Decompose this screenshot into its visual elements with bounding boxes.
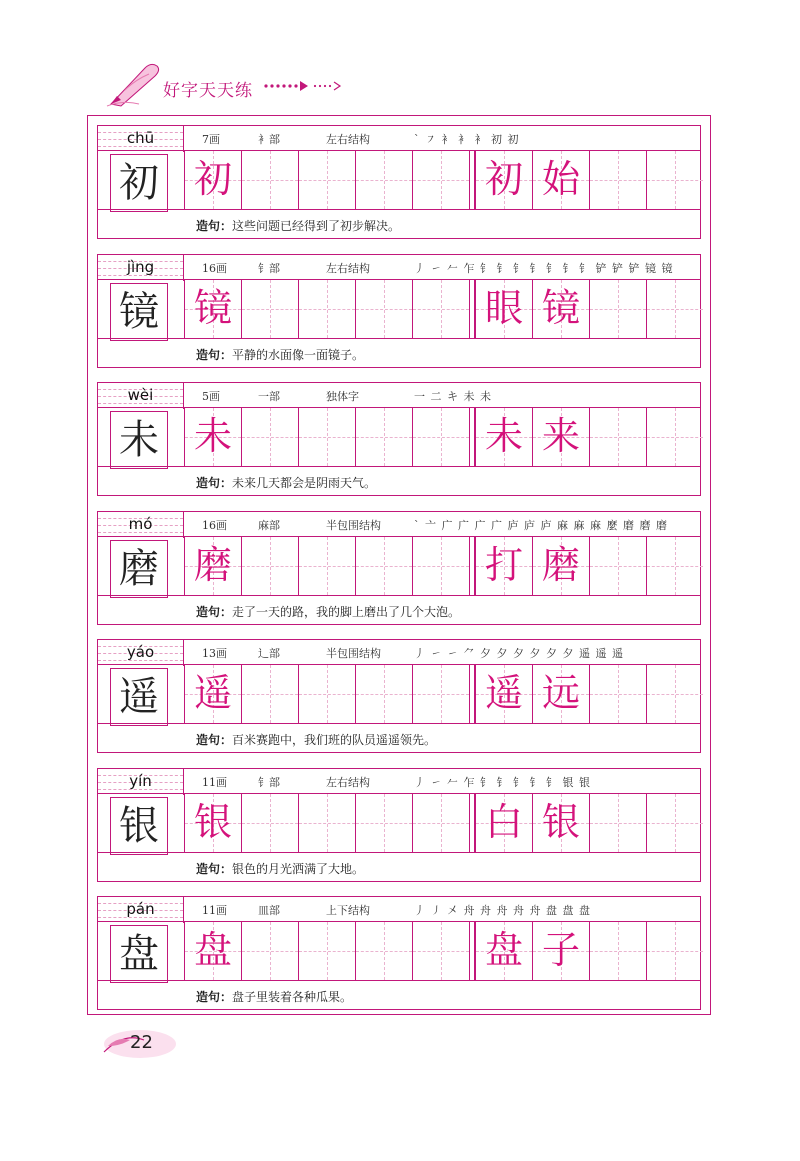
pinyin-cell — [98, 126, 184, 152]
practice-cell[interactable] — [532, 408, 589, 466]
practice-cell[interactable] — [184, 151, 241, 209]
example-sentence — [196, 988, 352, 1005]
practice-cell[interactable] — [184, 537, 241, 595]
practice-cell[interactable] — [532, 794, 589, 852]
practice-character: 打 — [484, 542, 523, 587]
practice-sheet — [87, 115, 711, 1015]
practice-cell[interactable] — [532, 280, 589, 338]
practice-cell[interactable] — [589, 922, 646, 980]
practice-grid — [184, 922, 702, 980]
practice-character: 遥 — [484, 671, 523, 715]
practice-cell[interactable] — [355, 537, 412, 595]
practice-character: 始 — [541, 157, 580, 201]
practice-cell[interactable] — [241, 537, 298, 595]
example-sentence — [196, 860, 364, 877]
practice-row — [97, 408, 701, 466]
practice-cell[interactable] — [184, 408, 241, 466]
practice-cell[interactable] — [646, 794, 703, 852]
model-character-box — [110, 797, 168, 855]
info-row — [97, 254, 701, 280]
practice-character: 遥 — [193, 671, 232, 715]
pinyin: mó — [128, 514, 153, 533]
practice-cell[interactable] — [355, 665, 412, 723]
practice-cell[interactable] — [475, 408, 532, 466]
practice-character: 银 — [193, 799, 232, 844]
model-character-box — [110, 540, 168, 598]
sentence-row — [97, 980, 701, 1010]
structure: 独体字 — [326, 390, 359, 403]
practice-cell[interactable] — [241, 280, 298, 338]
model-character: 磨 — [119, 545, 159, 592]
practice-cell[interactable] — [646, 922, 703, 980]
pinyin-cell — [98, 769, 184, 795]
practice-grid — [184, 151, 702, 209]
practice-cell[interactable] — [412, 922, 469, 980]
practice-character: 盘 — [193, 928, 232, 972]
character-block — [97, 254, 701, 368]
model-character-box — [110, 668, 168, 726]
practice-cell[interactable] — [298, 665, 355, 723]
practice-grid — [184, 537, 702, 595]
stroke-order: 一 二 キ 未 未 — [414, 390, 492, 403]
pinyin-cell — [98, 897, 184, 923]
practice-cell[interactable] — [355, 408, 412, 466]
info-row — [97, 511, 701, 537]
stroke-count: 16画 — [202, 261, 227, 275]
example-sentence — [196, 731, 436, 748]
radical: 一部 — [258, 390, 280, 403]
practice-cell[interactable] — [646, 280, 703, 338]
sentence-text: 百米赛跑中，我们班的队员遥遥领先。 — [232, 733, 437, 747]
sentence-label: 造句： — [196, 861, 233, 876]
practice-cell[interactable] — [241, 408, 298, 466]
practice-character: 远 — [541, 671, 580, 715]
practice-cell[interactable] — [184, 794, 241, 852]
practice-cell[interactable] — [646, 151, 703, 209]
sentence-label: 造句： — [196, 733, 233, 747]
stroke-order: ` ㇇ 衤 衤 衤 初 初 — [414, 133, 520, 146]
example-sentence — [196, 217, 400, 234]
practice-grid — [184, 280, 702, 338]
practice-cell[interactable] — [475, 537, 532, 595]
practice-cell[interactable] — [412, 408, 469, 466]
practice-cell[interactable] — [355, 922, 412, 980]
practice-character: 眼 — [484, 285, 523, 330]
practice-cell[interactable] — [589, 280, 646, 338]
pinyin-cell — [98, 640, 184, 666]
sentence-row — [97, 723, 701, 753]
practice-character: 初 — [484, 157, 523, 201]
pen-icon — [105, 60, 165, 108]
info-row — [97, 768, 701, 794]
practice-character: 子 — [541, 928, 580, 972]
stroke-order: 丿 ㇀ 𠂉 乍 钅 钅 钅 钅 钅 银 银 — [414, 775, 591, 789]
radical: 衤部 — [258, 133, 280, 146]
example-sentence — [196, 603, 460, 620]
info-row — [97, 382, 701, 408]
sentence-text: 未来几天都会是阴雨天气。 — [232, 476, 377, 490]
sentence-row — [97, 466, 701, 496]
pinyin: pán — [126, 900, 155, 918]
practice-cell[interactable] — [355, 280, 412, 338]
practice-character: 镜 — [193, 285, 232, 330]
practice-cell[interactable] — [532, 537, 589, 595]
practice-cell[interactable] — [589, 665, 646, 723]
practice-cell[interactable] — [241, 665, 298, 723]
info-row — [97, 896, 701, 922]
practice-cell[interactable] — [412, 537, 469, 595]
model-character-box — [110, 154, 168, 212]
practice-cell[interactable] — [241, 794, 298, 852]
model-character: 遥 — [119, 674, 159, 720]
structure: 半包围结构 — [326, 647, 381, 660]
structure: 左右结构 — [326, 133, 370, 146]
practice-character: 来 — [541, 414, 580, 458]
sentence-text: 银色的月光洒满了大地。 — [232, 861, 365, 876]
practice-row — [97, 151, 701, 209]
practice-cell[interactable] — [412, 151, 469, 209]
practice-cell[interactable] — [412, 794, 469, 852]
practice-cell[interactable] — [298, 794, 355, 852]
header-title: 好字天天练 — [163, 81, 253, 101]
pinyin-cell — [98, 255, 184, 281]
model-character-box — [110, 411, 168, 469]
practice-cell[interactable] — [589, 794, 646, 852]
character-block — [97, 639, 701, 753]
model-character-box — [110, 283, 168, 341]
pinyin: wèi — [127, 386, 154, 404]
practice-cell[interactable] — [355, 794, 412, 852]
page-number: 22 — [130, 1032, 153, 1053]
practice-cell[interactable] — [355, 151, 412, 209]
practice-cell[interactable] — [589, 537, 646, 595]
practice-cell[interactable] — [646, 537, 703, 595]
practice-cell[interactable] — [298, 151, 355, 209]
page-footer — [100, 1022, 180, 1066]
practice-character: 磨 — [541, 542, 580, 587]
practice-cell[interactable] — [532, 151, 589, 209]
pinyin: jìng — [126, 257, 155, 276]
practice-cell[interactable] — [298, 922, 355, 980]
practice-cell[interactable] — [646, 665, 703, 723]
model-character: 银 — [119, 802, 159, 849]
practice-character: 初 — [193, 157, 232, 201]
sentence-label: 造句： — [196, 347, 233, 362]
radical: 钅部 — [258, 775, 280, 789]
info-row — [97, 125, 701, 151]
practice-cell[interactable] — [298, 280, 355, 338]
practice-cell[interactable] — [241, 922, 298, 980]
sentence-text: 这些问题已经得到了初步解决。 — [232, 219, 401, 233]
practice-cell[interactable] — [646, 408, 703, 466]
practice-cell[interactable] — [589, 408, 646, 466]
character-block — [97, 125, 701, 239]
practice-cell[interactable] — [475, 151, 532, 209]
example-sentence — [196, 474, 376, 491]
stroke-order: ` 亠 广 广 广 广 庐 庐 庐 麻 麻 麻 麼 磨 磨 磨 — [414, 518, 668, 532]
structure: 左右结构 — [326, 261, 370, 275]
info-row — [97, 639, 701, 665]
practice-row — [97, 794, 701, 852]
practice-grid — [184, 665, 702, 723]
pinyin-cell — [98, 512, 184, 538]
practice-cell[interactable] — [412, 665, 469, 723]
sentence-label: 造句： — [196, 476, 233, 490]
character-block — [97, 511, 701, 625]
practice-cell[interactable] — [475, 794, 532, 852]
practice-cell[interactable] — [475, 922, 532, 980]
practice-row — [97, 537, 701, 595]
practice-character: 盘 — [484, 928, 523, 972]
sentence-text: 平静的水面像一面镜子。 — [232, 347, 365, 362]
sentence-row — [97, 338, 701, 368]
practice-cell[interactable] — [241, 151, 298, 209]
pinyin-cell — [98, 383, 184, 409]
practice-cell[interactable] — [475, 665, 532, 723]
example-sentence — [196, 346, 364, 363]
stroke-count: 11画 — [202, 775, 227, 789]
model-character: 盘 — [119, 931, 159, 977]
practice-character: 镜 — [541, 285, 580, 330]
practice-character: 未 — [484, 414, 523, 458]
practice-cell[interactable] — [412, 280, 469, 338]
pinyin: yáo — [126, 643, 155, 661]
pinyin: chū — [126, 129, 155, 147]
sentence-row — [97, 595, 701, 625]
sentence-label: 造句： — [196, 604, 233, 619]
structure: 左右结构 — [326, 775, 370, 789]
radical: 钅部 — [258, 261, 280, 275]
radical: 麻部 — [258, 518, 280, 532]
model-character: 未 — [119, 417, 159, 463]
model-character-box — [110, 925, 168, 983]
practice-row — [97, 280, 701, 338]
model-character: 初 — [119, 160, 159, 206]
practice-row — [97, 665, 701, 723]
practice-grid — [184, 408, 702, 466]
sentence-row — [97, 209, 701, 239]
character-block — [97, 382, 701, 496]
stroke-order: 丿 ㇓ 㐅 舟 舟 舟 舟 舟 盘 盘 盘 — [414, 904, 591, 917]
pinyin: yín — [129, 771, 152, 790]
stroke-count: 16画 — [202, 518, 227, 532]
practice-character: 磨 — [193, 542, 232, 587]
practice-cell[interactable] — [184, 280, 241, 338]
practice-grid — [184, 794, 702, 852]
practice-character: 未 — [193, 414, 232, 458]
sentence-label: 造句： — [196, 990, 233, 1004]
structure: 半包围结构 — [326, 518, 381, 532]
practice-cell[interactable] — [532, 922, 589, 980]
practice-cell[interactable] — [298, 408, 355, 466]
page-header — [105, 60, 365, 110]
practice-cell[interactable] — [475, 280, 532, 338]
character-block — [97, 768, 701, 882]
stroke-order: 丿 ㇀ 𠂉 乍 钅 钅 钅 钅 钅 钅 钅 铲 铲 铲 镜 镜 — [414, 261, 674, 275]
radical: 辶部 — [258, 647, 280, 660]
radical: 皿部 — [258, 904, 280, 917]
sentence-label: 造句： — [196, 219, 233, 233]
sentence-text: 盘子里装着各种瓜果。 — [232, 990, 353, 1004]
practice-cell[interactable] — [589, 151, 646, 209]
stroke-order: 丿 ㇀ ㇀ ⺈ 夕 夕 夕 夕 夕 夕 遥 遥 遥 — [414, 647, 624, 660]
practice-cell[interactable] — [184, 665, 241, 723]
practice-cell[interactable] — [532, 665, 589, 723]
character-block — [97, 896, 701, 1010]
practice-row — [97, 922, 701, 980]
practice-cell[interactable] — [184, 922, 241, 980]
sentence-row — [97, 852, 701, 882]
stroke-count: 5画 — [202, 390, 220, 403]
stroke-count: 7画 — [202, 133, 220, 146]
practice-character: 银 — [541, 799, 580, 844]
practice-cell[interactable] — [298, 537, 355, 595]
stroke-count: 11画 — [202, 904, 227, 917]
sentence-text: 走了一天的路，我的脚上磨出了几个大泡。 — [232, 604, 461, 619]
model-character: 镜 — [119, 288, 159, 335]
structure: 上下结构 — [326, 904, 370, 917]
stroke-count: 13画 — [202, 647, 227, 660]
dotted-arrow-icon — [263, 79, 343, 93]
practice-character: 白 — [484, 799, 523, 844]
